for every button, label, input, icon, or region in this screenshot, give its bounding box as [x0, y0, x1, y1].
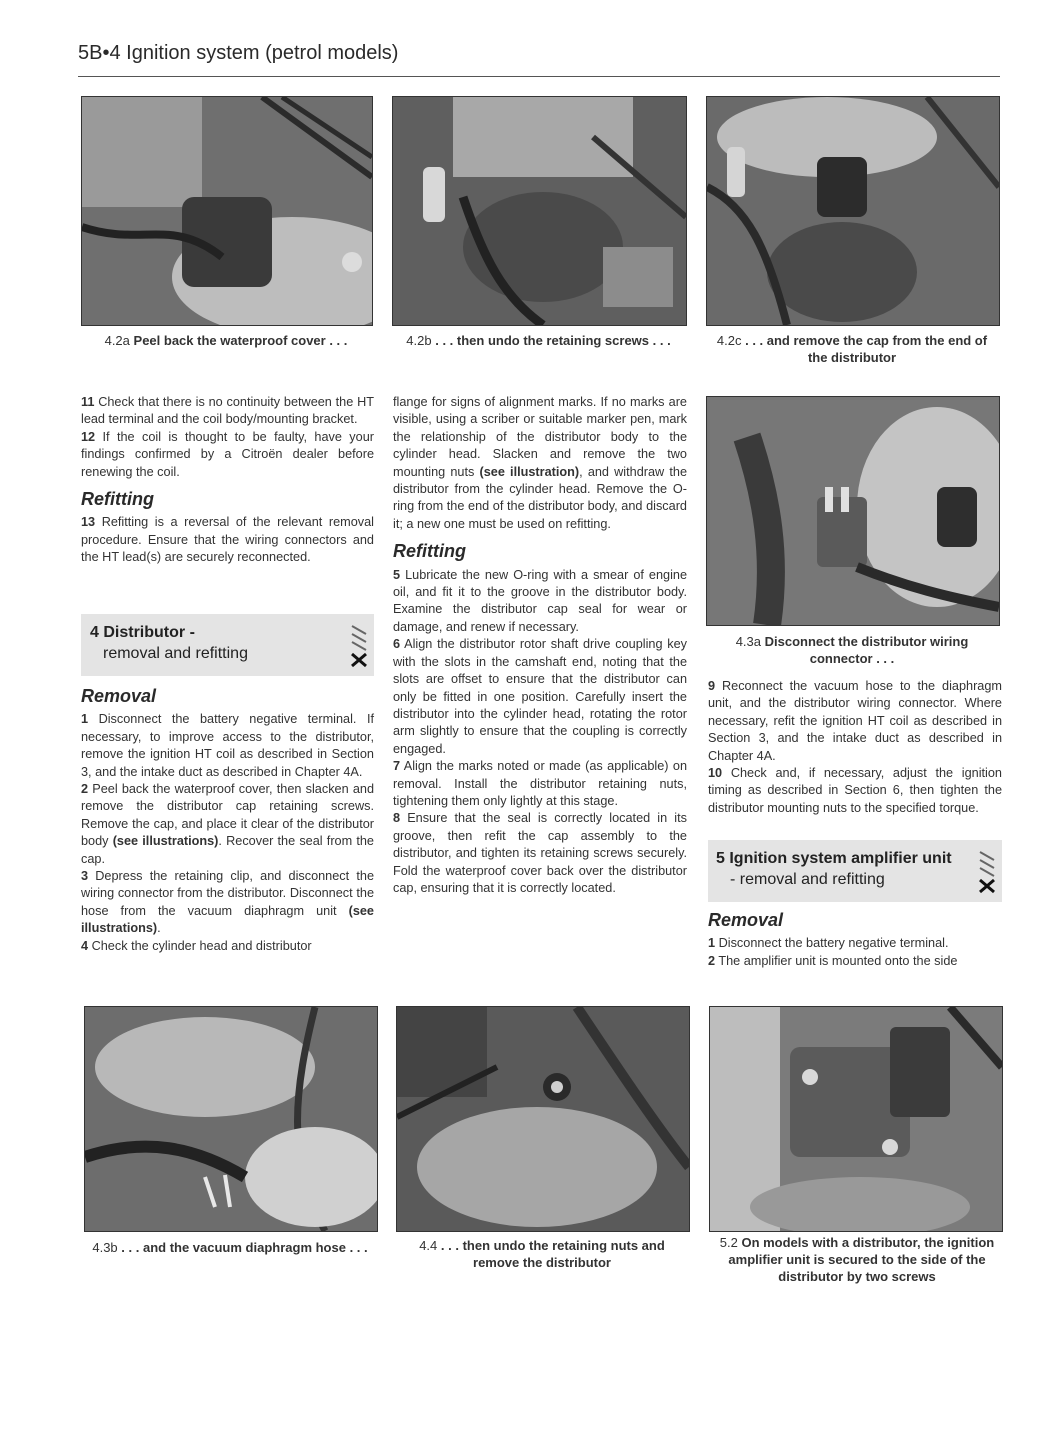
column-1-removal: [81, 684, 374, 955]
caption-number: 4.3b: [92, 1240, 118, 1255]
photo-4-2b: [392, 96, 687, 326]
caption-text: Disconnect the distributor wiring connector . . .: [764, 634, 969, 666]
paragraph-2: 2 Peel back the waterproof cover, then slacken and remove the distributor cap retaining screws. Remove the cap, and place it clear of the distributor body (see illustrations). Recover the seal from the cap.: [81, 782, 374, 866]
paragraph-11: 11 Check that there is no continuity between the HT lead terminal and the coil body/mounting bracket.: [81, 395, 374, 427]
header-rule: [78, 76, 1000, 77]
column-2: [393, 394, 687, 897]
caption-number: 4.4: [419, 1238, 438, 1253]
removal-heading: Removal: [81, 686, 157, 706]
paragraph-8: 8 Ensure that the seal is correctly located in its groove, then refit the cap assembly to the distributor, and tighten its retaining screws securely. Fold the waterproof cover back over the distributor cap, ensuring that it is correctly located.: [393, 811, 687, 895]
photo-4-3b: [84, 1006, 378, 1232]
paragraph-2: 2 The amplifier unit is mounted onto the side: [708, 953, 958, 968]
refitting-heading: Refitting: [81, 489, 154, 510]
paragraph-5: 5 Lubricate the new O-ring with a smear of engine oil, and fit it to the groove in the distributor body. Examine the distributor cap seal for wear or damage, and renew if necessary.: [393, 567, 688, 634]
difficulty-spanner-icon: [976, 846, 998, 896]
page-header: 5B•4 Ignition system (petrol models): [78, 42, 399, 64]
caption-4-2b: [392, 332, 685, 349]
caption-text: . . . and remove the cap from the end of the distributor: [745, 333, 988, 365]
section-5-title: 5 Ignition system amplifier unit: [716, 850, 952, 867]
caption-text: . . . then undo the retaining screws . . .: [435, 333, 671, 348]
photo-4-3a: [706, 396, 1000, 626]
paragraph-4: 4 Check the cylinder head and distributor: [81, 938, 312, 953]
paragraph-13: 13 Refitting is a reversal of the relevant removal procedure. Ensure that the wiring connectors and the HT lead(s) are securely reconnected.: [81, 515, 374, 565]
section-4-heading: [81, 614, 374, 676]
paragraph-10: 10 Check and, if necessary, adjust the ignition timing as described in Section 6, then tighten the distributor mounting nuts to the specified torque.: [708, 766, 1002, 815]
caption-4-3b: [84, 1239, 376, 1256]
caption-number: 4.2a: [104, 333, 130, 348]
paragraph-7: 7 Align the marks noted or made (as applicable) on removal. Install the distributor retaining nuts, tightening them only lightly at this stage.: [393, 759, 687, 808]
caption-text: On models with a distributor, the ignition amplifier unit is secured to the side of the distributor by two screws: [728, 1235, 995, 1284]
paragraph-9: 9 Reconnect the vacuum hose to the diaphragm unit, and the distributor wiring connector. Where necessary, refit the ignition HT coil as described in Section 3, and the intake duct as described in Chapter 4A.: [708, 679, 1002, 763]
caption-number: 5.2: [719, 1235, 738, 1250]
paragraph-1: 1 Disconnect the battery negative terminal. If necessary, to improve access to the distributor, remove the ignition HT coil as described in Section 3, and the intake duct as described in Chapter 4A.: [81, 712, 374, 779]
section-5-heading: [708, 840, 1002, 902]
section-4-subtitle: removal and refitting: [103, 645, 248, 662]
caption-number: 4.3a: [735, 634, 761, 649]
caption-4-2a: [81, 332, 371, 349]
paragraph-12: 12 If the coil is thought to be faulty, have your findings confirmed by a Citroën dealer before renewing the coil.: [81, 429, 374, 479]
photo-4-2a: [81, 96, 373, 326]
caption-number: 4.2b: [406, 333, 432, 348]
section-5-subtitle: - removal and refitting: [730, 871, 885, 888]
paragraph-6: 6 Align the distributor rotor shaft drive coupling key with the slots in the camshaft end, noting that the slots are offset to ensure that the distributor can only be fitted in one position. Carefully insert the distributor into the cylinder head, rotating the rotor arm slightly to ensure that the coupling is correctly engaged.: [393, 637, 687, 756]
column-3-removal: [708, 908, 1002, 970]
caption-4-2c: [706, 332, 998, 366]
column-3: [708, 678, 1002, 817]
removal-heading: Removal: [708, 910, 784, 930]
caption-4-4: [396, 1237, 688, 1271]
caption-4-3a: [706, 633, 998, 667]
caption-text: . . . and the vacuum diaphragm hose . . .: [121, 1240, 368, 1255]
difficulty-spanner-icon: [348, 620, 370, 670]
refitting-heading: Refitting: [393, 541, 466, 562]
photo-5-2: [709, 1006, 1003, 1232]
caption-5-2: [709, 1234, 1005, 1285]
caption-text: . . . then undo the retaining nuts and remove the distributor: [440, 1238, 665, 1270]
photo-4-2c: [706, 96, 1000, 326]
paragraph-4-continued: flange for signs of alignment marks. If no marks are visible, using a scriber or suitable marker pen, mark the relationship of the distributor body to the cylinder head. Slacken and remove the two mounting nuts (see illustration), and withdraw the distributor from the cylinder head. Remove the O-ring from the end of the distributor body, and discard it; a new one must be used on refitting.: [393, 395, 688, 531]
column-1: [81, 394, 374, 567]
paragraph-3: 3 Depress the retaining clip, and disconnect the wiring connector from the distributor. Disconnect the hose from the vacuum diaphragm unit (see illustrations).: [81, 869, 374, 936]
section-4-title: 4 Distributor -: [90, 624, 195, 641]
caption-number: 4.2c: [716, 333, 742, 348]
paragraph-1: 1 Disconnect the battery negative terminal.: [708, 936, 949, 951]
photo-4-4: [396, 1006, 690, 1232]
caption-text: Peel back the waterproof cover . . .: [133, 333, 348, 348]
